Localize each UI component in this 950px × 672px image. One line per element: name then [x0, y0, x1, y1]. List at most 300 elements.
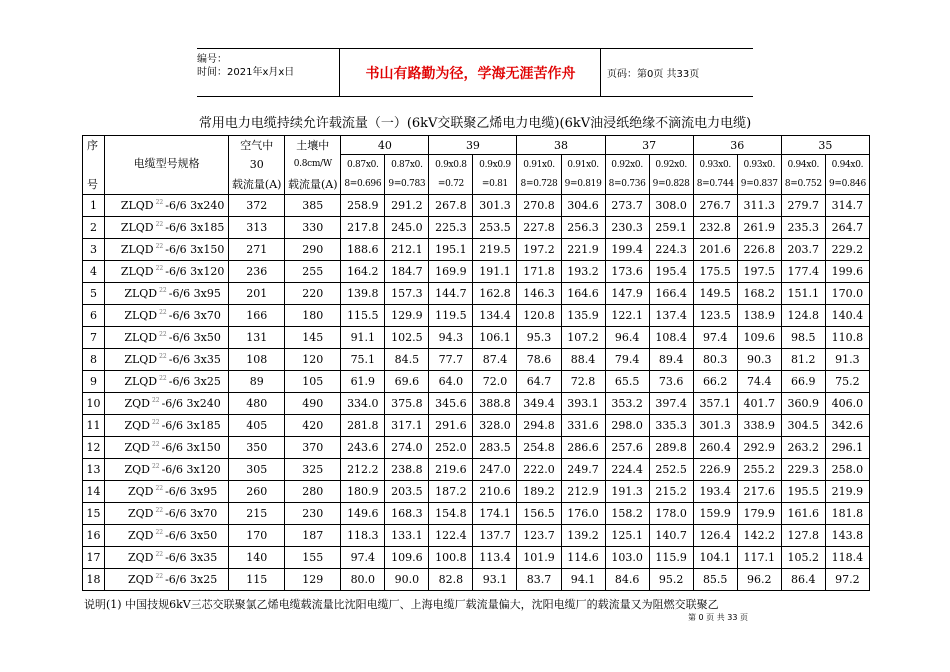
row-soil-flow: 230	[285, 503, 341, 525]
row-value: 134.4	[473, 305, 517, 327]
model-prefix: ZQD	[124, 419, 150, 432]
model-superscript: 22	[155, 507, 164, 515]
row-value: 101.9	[517, 547, 561, 569]
row-value: 95.3	[517, 327, 561, 349]
row-value: 298.0	[605, 415, 649, 437]
coef-top: 0.91x0.	[517, 155, 561, 175]
coef-bottom: 9=0.783	[385, 174, 429, 195]
header-model: 电缆型号规格	[105, 155, 229, 175]
model-prefix: ZQD	[127, 573, 154, 586]
row-model	[105, 195, 229, 217]
model-prefix: ZLQD	[124, 353, 158, 366]
header-seq-top: 序	[83, 136, 105, 155]
model-prefix: ZLQD	[120, 265, 154, 278]
row-value: 73.6	[649, 371, 693, 393]
header-air-temp: 30	[229, 155, 285, 175]
row-value: 96.4	[605, 327, 649, 349]
row-value: 122.1	[605, 305, 649, 327]
model-suffix: -6/6 3x70	[168, 309, 221, 322]
row-value: 212.9	[561, 481, 605, 503]
row-soil-flow: 180	[285, 305, 341, 327]
row-value: 335.3	[649, 415, 693, 437]
row-value: 229.3	[781, 459, 825, 481]
row-value: 129.9	[385, 305, 429, 327]
row-value: 142.2	[737, 525, 781, 547]
row-value: 261.9	[737, 217, 781, 239]
row-value: 103.0	[605, 547, 649, 569]
model-suffix: -6/6 3x25	[168, 375, 221, 388]
model-superscript: 22	[159, 287, 167, 295]
model-suffix: -6/6 3x70	[165, 507, 218, 520]
row-value: 118.3	[341, 525, 385, 547]
row-value: 180.9	[341, 481, 385, 503]
row-value: 258.0	[825, 459, 869, 481]
row-value: 159.9	[693, 503, 737, 525]
row-value: 147.9	[605, 283, 649, 305]
row-value: 328.0	[473, 415, 517, 437]
coef-top: 0.9x0.9	[473, 155, 517, 175]
row-seq: 4	[83, 261, 105, 283]
row-value: 106.1	[473, 327, 517, 349]
row-value: 149.6	[341, 503, 385, 525]
row-value: 83.7	[517, 569, 561, 591]
row-value: 98.5	[781, 327, 825, 349]
row-value: 311.3	[737, 195, 781, 217]
row-value: 276.7	[693, 195, 737, 217]
row-value: 304.6	[561, 195, 605, 217]
row-value: 249.7	[561, 459, 605, 481]
model-superscript: 22	[151, 441, 160, 449]
table-row	[83, 217, 870, 239]
row-value: 74.4	[737, 371, 781, 393]
row-model	[105, 239, 229, 261]
row-air-flow: 480	[229, 393, 285, 415]
table-row	[83, 195, 870, 217]
model-suffix: -6/6 3x240	[165, 199, 225, 212]
model-suffix: -6/6 3x50	[168, 331, 221, 344]
row-value: 139.8	[341, 283, 385, 305]
header-temp-40: 40	[341, 136, 429, 155]
header-model-top	[105, 136, 229, 155]
row-value: 273.7	[605, 195, 649, 217]
row-seq: 8	[83, 349, 105, 371]
row-value: 199.6	[825, 261, 869, 283]
row-value: 91.3	[825, 349, 869, 371]
row-value: 175.5	[693, 261, 737, 283]
row-value: 109.6	[385, 547, 429, 569]
row-value: 193.2	[561, 261, 605, 283]
row-value: 125.1	[605, 525, 649, 547]
table-row	[83, 305, 870, 327]
row-value: 123.7	[517, 525, 561, 547]
row-value: 193.4	[693, 481, 737, 503]
row-value: 156.5	[517, 503, 561, 525]
row-value: 127.8	[781, 525, 825, 547]
row-soil-flow: 255	[285, 261, 341, 283]
table-row	[83, 371, 870, 393]
row-value: 279.7	[781, 195, 825, 217]
row-value: 243.6	[341, 437, 385, 459]
row-value: 144.7	[429, 283, 473, 305]
model-suffix: -6/6 3x35	[168, 353, 221, 366]
header-page-label: 页码：第0页 共33页	[607, 69, 700, 80]
row-model	[105, 393, 229, 415]
row-soil-flow: 330	[285, 217, 341, 239]
row-value: 102.5	[385, 327, 429, 349]
row-value: 80.3	[693, 349, 737, 371]
row-value: 304.5	[781, 415, 825, 437]
row-value: 115.5	[341, 305, 385, 327]
row-value: 96.2	[737, 569, 781, 591]
row-value: 84.6	[605, 569, 649, 591]
row-value: 224.3	[649, 239, 693, 261]
row-value: 289.8	[649, 437, 693, 459]
row-value: 124.8	[781, 305, 825, 327]
row-value: 270.8	[517, 195, 561, 217]
model-superscript: 22	[155, 221, 164, 229]
row-model	[105, 371, 229, 393]
row-value: 187.2	[429, 481, 473, 503]
row-value: 357.1	[693, 393, 737, 415]
table-row	[83, 393, 870, 415]
row-value: 232.8	[693, 217, 737, 239]
row-soil-flow: 490	[285, 393, 341, 415]
model-suffix: -6/6 3x95	[165, 485, 218, 498]
row-value: 140.4	[825, 305, 869, 327]
row-model	[105, 261, 229, 283]
row-value: 283.5	[473, 437, 517, 459]
row-value: 342.6	[825, 415, 869, 437]
row-value: 168.3	[385, 503, 429, 525]
model-suffix: -6/6 3x240	[161, 397, 221, 410]
time-label: 时间：2021年x月x日	[197, 67, 295, 78]
row-value: 294.8	[517, 415, 561, 437]
row-value: 110.8	[825, 327, 869, 349]
row-value: 235.3	[781, 217, 825, 239]
model-suffix: -6/6 3x185	[161, 419, 221, 432]
row-value: 154.8	[429, 503, 473, 525]
row-value: 184.7	[385, 261, 429, 283]
coef-top: 0.87x0.	[385, 155, 429, 175]
row-soil-flow: 420	[285, 415, 341, 437]
header-model-bottom	[105, 174, 229, 195]
row-value: 135.9	[561, 305, 605, 327]
row-value: 331.6	[561, 415, 605, 437]
row-model	[105, 459, 229, 481]
header-seq-bottom: 号	[83, 174, 105, 195]
model-suffix: -6/6 3x35	[165, 551, 218, 564]
row-value: 267.8	[429, 195, 473, 217]
row-soil-flow: 145	[285, 327, 341, 349]
row-model	[105, 503, 229, 525]
row-soil-flow: 120	[285, 349, 341, 371]
row-seq: 6	[83, 305, 105, 327]
row-value: 72.8	[561, 371, 605, 393]
table-row	[83, 503, 870, 525]
row-model	[105, 437, 229, 459]
coef-top: 0.91x0.	[561, 155, 605, 175]
model-prefix: ZQD	[127, 507, 154, 520]
row-model	[105, 415, 229, 437]
row-value: 122.4	[429, 525, 473, 547]
row-value: 199.4	[605, 239, 649, 261]
row-value: 64.7	[517, 371, 561, 393]
row-value: 212.2	[341, 459, 385, 481]
model-prefix: ZLQD	[120, 199, 154, 212]
row-value: 301.3	[693, 415, 737, 437]
row-value: 227.8	[517, 217, 561, 239]
row-air-flow: 215	[229, 503, 285, 525]
row-value: 164.2	[341, 261, 385, 283]
row-model	[105, 569, 229, 591]
row-air-flow: 372	[229, 195, 285, 217]
row-value: 95.2	[649, 569, 693, 591]
number-label: 编号：	[197, 54, 227, 65]
row-value: 120.8	[517, 305, 561, 327]
row-value: 75.2	[825, 371, 869, 393]
row-value: 189.2	[517, 481, 561, 503]
row-value: 397.4	[649, 393, 693, 415]
row-value: 118.4	[825, 547, 869, 569]
row-value: 296.1	[825, 437, 869, 459]
document-header	[197, 48, 753, 97]
row-model	[105, 305, 229, 327]
row-value: 210.6	[473, 481, 517, 503]
row-value: 91.1	[341, 327, 385, 349]
coef-bottom: 8=0.744	[693, 174, 737, 195]
row-value: 84.5	[385, 349, 429, 371]
row-value: 82.8	[429, 569, 473, 591]
model-suffix: -6/6 3x120	[161, 463, 221, 476]
row-value: 64.0	[429, 371, 473, 393]
row-value: 94.1	[561, 569, 605, 591]
row-soil-flow: 370	[285, 437, 341, 459]
row-value: 173.6	[605, 261, 649, 283]
row-value: 86.4	[781, 569, 825, 591]
row-seq: 11	[83, 415, 105, 437]
row-value: 75.1	[341, 349, 385, 371]
row-value: 107.2	[561, 327, 605, 349]
header-meta	[197, 49, 340, 96]
row-model	[105, 283, 229, 305]
row-air-flow: 140	[229, 547, 285, 569]
row-value: 393.1	[561, 393, 605, 415]
row-value: 108.4	[649, 327, 693, 349]
row-value: 113.4	[473, 547, 517, 569]
row-value: 260.4	[693, 437, 737, 459]
row-value: 97.4	[693, 327, 737, 349]
ampacity-table	[82, 135, 870, 591]
row-value: 245.0	[385, 217, 429, 239]
model-prefix: ZLQD	[124, 287, 158, 300]
row-value: 253.5	[473, 217, 517, 239]
model-prefix: ZQD	[127, 485, 154, 498]
row-value: 174.1	[473, 503, 517, 525]
row-value: 81.2	[781, 349, 825, 371]
model-superscript: 22	[151, 397, 160, 405]
header-soil-res: 0.8cm/W	[285, 155, 341, 175]
row-air-flow: 305	[229, 459, 285, 481]
coef-top: 0.9x0.8	[429, 155, 473, 175]
row-value: 215.2	[649, 481, 693, 503]
model-superscript: 22	[151, 419, 160, 427]
row-value: 225.3	[429, 217, 473, 239]
row-value: 195.5	[781, 481, 825, 503]
row-value: 203.7	[781, 239, 825, 261]
row-value: 406.0	[825, 393, 869, 415]
row-air-flow: 271	[229, 239, 285, 261]
model-prefix: ZQD	[124, 463, 150, 476]
model-suffix: -6/6 3x120	[165, 265, 225, 278]
row-value: 65.5	[605, 371, 649, 393]
model-suffix: -6/6 3x150	[161, 441, 221, 454]
row-value: 139.2	[561, 525, 605, 547]
row-seq: 10	[83, 393, 105, 415]
row-value: 169.9	[429, 261, 473, 283]
row-value: 126.4	[693, 525, 737, 547]
table-row	[83, 415, 870, 437]
table-row	[83, 239, 870, 261]
row-air-flow: 108	[229, 349, 285, 371]
row-value: 137.4	[649, 305, 693, 327]
row-seq: 2	[83, 217, 105, 239]
row-value: 168.2	[737, 283, 781, 305]
row-soil-flow: 325	[285, 459, 341, 481]
row-value: 219.9	[825, 481, 869, 503]
header-row-coef-top	[83, 155, 870, 175]
model-prefix: ZQD	[127, 529, 154, 542]
row-model	[105, 327, 229, 349]
row-value: 79.4	[605, 349, 649, 371]
row-seq: 3	[83, 239, 105, 261]
row-value: 88.4	[561, 349, 605, 371]
model-suffix: -6/6 3x150	[165, 243, 225, 256]
row-value: 143.8	[825, 525, 869, 547]
model-prefix: ZLQD	[124, 309, 158, 322]
row-model	[105, 525, 229, 547]
row-value: 85.5	[693, 569, 737, 591]
row-value: 212.1	[385, 239, 429, 261]
row-value: 197.2	[517, 239, 561, 261]
row-value: 263.2	[781, 437, 825, 459]
row-value: 217.8	[341, 217, 385, 239]
header-temp-39: 39	[429, 136, 517, 155]
row-value: 195.4	[649, 261, 693, 283]
row-value: 256.3	[561, 217, 605, 239]
row-value: 94.3	[429, 327, 473, 349]
row-value: 238.8	[385, 459, 429, 481]
row-value: 114.6	[561, 547, 605, 569]
row-value: 97.4	[341, 547, 385, 569]
coef-top: 0.93x0.	[737, 155, 781, 175]
row-value: 314.7	[825, 195, 869, 217]
row-value: 162.8	[473, 283, 517, 305]
row-value: 219.5	[473, 239, 517, 261]
row-value: 89.4	[649, 349, 693, 371]
model-prefix: ZLQD	[124, 331, 158, 344]
row-value: 191.1	[473, 261, 517, 283]
row-value: 334.0	[341, 393, 385, 415]
row-air-flow: 131	[229, 327, 285, 349]
row-value: 274.0	[385, 437, 429, 459]
row-value: 151.1	[781, 283, 825, 305]
coef-bottom: 8=0.696	[341, 174, 385, 195]
row-value: 375.8	[385, 393, 429, 415]
coef-bottom: 9=0.819	[561, 174, 605, 195]
row-value: 317.1	[385, 415, 429, 437]
row-air-flow: 89	[229, 371, 285, 393]
row-soil-flow: 290	[285, 239, 341, 261]
table-row	[83, 437, 870, 459]
row-value: 292.9	[737, 437, 781, 459]
model-superscript: 22	[155, 551, 164, 559]
row-value: 87.4	[473, 349, 517, 371]
row-seq: 17	[83, 547, 105, 569]
header-temp-37: 37	[605, 136, 693, 155]
table-row	[83, 283, 870, 305]
row-value: 258.9	[341, 195, 385, 217]
row-value: 119.5	[429, 305, 473, 327]
coef-bottom: 9=0.837	[737, 174, 781, 195]
row-value: 176.0	[561, 503, 605, 525]
row-value: 247.0	[473, 459, 517, 481]
row-soil-flow: 129	[285, 569, 341, 591]
row-value: 264.7	[825, 217, 869, 239]
row-value: 61.9	[341, 371, 385, 393]
model-prefix: ZQD	[127, 551, 154, 564]
row-value: 66.9	[781, 371, 825, 393]
row-value: 401.7	[737, 393, 781, 415]
row-value: 219.6	[429, 459, 473, 481]
coef-bottom: =0.72	[429, 174, 473, 195]
row-value: 78.6	[517, 349, 561, 371]
table-row	[83, 481, 870, 503]
table-row	[83, 547, 870, 569]
row-value: 140.7	[649, 525, 693, 547]
row-value: 104.1	[693, 547, 737, 569]
row-air-flow: 115	[229, 569, 285, 591]
model-superscript: 22	[155, 243, 164, 251]
row-value: 286.6	[561, 437, 605, 459]
row-value: 221.9	[561, 239, 605, 261]
row-value: 281.8	[341, 415, 385, 437]
row-value: 353.2	[605, 393, 649, 415]
row-value: 291.6	[429, 415, 473, 437]
row-value: 80.0	[341, 569, 385, 591]
row-value: 254.8	[517, 437, 561, 459]
row-value: 197.5	[737, 261, 781, 283]
model-prefix: ZQD	[124, 397, 150, 410]
row-air-flow: 201	[229, 283, 285, 305]
row-value: 217.6	[737, 481, 781, 503]
row-air-flow: 166	[229, 305, 285, 327]
row-value: 191.3	[605, 481, 649, 503]
row-value: 201.6	[693, 239, 737, 261]
model-suffix: -6/6 3x25	[165, 573, 218, 586]
model-suffix: -6/6 3x185	[165, 221, 225, 234]
row-soil-flow: 155	[285, 547, 341, 569]
row-model	[105, 547, 229, 569]
row-value: 138.9	[737, 305, 781, 327]
row-value: 259.1	[649, 217, 693, 239]
table-row	[83, 569, 870, 591]
row-air-flow: 313	[229, 217, 285, 239]
coef-top: 0.94x0.	[781, 155, 825, 175]
coef-bottom: 8=0.736	[605, 174, 649, 195]
row-value: 105.2	[781, 547, 825, 569]
row-air-flow: 170	[229, 525, 285, 547]
row-air-flow: 260	[229, 481, 285, 503]
